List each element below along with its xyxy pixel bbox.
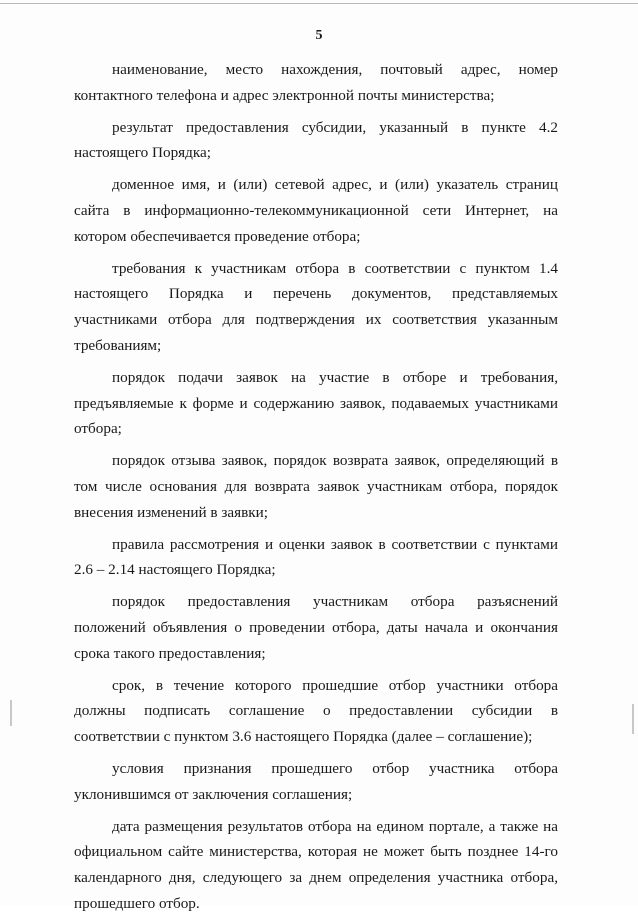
paragraph-signing-deadline: срок, в течение которого прошедшие отбор участники отбора должны подписать соглашение о предоставлении субсидии в соответствии с пунктом 3.6 настоящего Порядка (далее – соглашение); bbox=[74, 676, 558, 746]
scan-artifact-right bbox=[632, 704, 634, 734]
scan-artifact-left bbox=[10, 700, 12, 726]
paragraph-application-withdrawal: порядок отзыва заявок, порядок возврата заявок, определяющий в том числе основания для возврата заявок участникам отбора, порядок внесения изменений в заявки; bbox=[74, 452, 558, 521]
paragraph-participant-requirements: требования к участникам отбора в соответствии с пунктом 1.4 настоящего Порядка и перечень документов, представляемых участниками отбора для подтверждения их соответствия указанным требованиям; bbox=[74, 259, 558, 354]
scan-top-edge bbox=[0, 3, 638, 4]
paragraph-evaluation-rules: правила рассмотрения и оценки заявок в соответствии с пунктами 2.6 – 2.14 настоящего Порядка; bbox=[74, 535, 558, 579]
paragraph-ministry-contacts: наименование, место нахождения, почтовый адрес, номер контактного телефона и адрес электронной почты министерства; bbox=[74, 61, 558, 104]
paragraph-clarifications: порядок предоставления участникам отбора разъяснений положений объявления о проведении отбора, даты начала и окончания срока такого предоставления; bbox=[74, 593, 558, 662]
paragraph-evasion-conditions: условия признания прошедшего отбор участника отбора уклонившимся от заключения соглашения; bbox=[74, 759, 558, 803]
paragraph-results-publication: дата размещения результатов отбора на едином портале, а также на официальном сайте министерства, которая не может быть позднее 14-го календарного дня, следующего за днем определения участника отбора, прошедшего отбор. bbox=[74, 817, 558, 912]
paragraph-application-procedure: порядок подачи заявок на участие в отборе и требования, предъявляемые к форме и содержанию заявок, подаваемых участниками отбора; bbox=[74, 368, 558, 438]
paragraph-subsidy-result: результат предоставления субсидии, указанный в пункте 4.2 настоящего Порядка; bbox=[74, 118, 558, 162]
page-number: 5 bbox=[315, 28, 323, 43]
paragraph-domain-name: доменное имя, и (или) сетевой адрес, и (или) указатель страниц сайта в информационно-телекоммуникационной сети Интернет, на котором обеспечивается проведение отбора; bbox=[74, 176, 558, 245]
document-body bbox=[74, 57, 558, 923]
